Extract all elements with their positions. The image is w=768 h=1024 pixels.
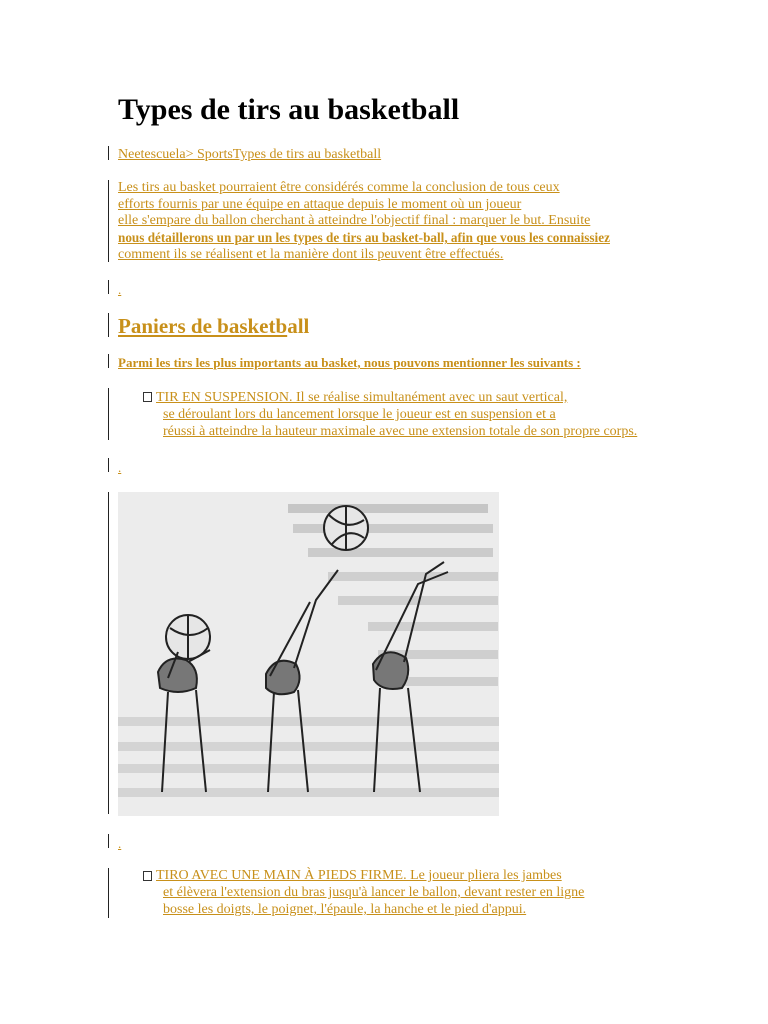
section-heading[interactable]: Paniers de basketball [118,314,310,338]
page-title: Types de tirs au basketball [118,93,460,126]
left-rule [108,313,109,337]
left-rule [108,354,109,368]
intro-line[interactable]: comment ils se réalisent et la manière dont ils peuvent être effectués. [118,247,504,262]
list-item-line[interactable]: TIR EN SUSPENSION. Il se réalise simultanément avec un saut vertical, [156,390,568,405]
breadcrumb-link[interactable]: Neetescuela> SportsTypes de tirs au basketball [118,147,382,162]
spacer-link[interactable]: . [118,282,122,297]
list-item-line[interactable]: TIRO AVEC UNE MAIN À PIEDS FIRME. Le joueur pliera les jambes [156,868,562,883]
left-rule [108,834,109,848]
left-rule [108,146,109,160]
spacer-link[interactable]: . [118,460,122,475]
intro-line[interactable]: elle s'empare du ballon cherchant à atteindre l'objectif final : marquer le but. Ensuite [118,213,591,228]
intro-line[interactable]: Les tirs au basket pourraient être considérés comme la conclusion de tous ceux [118,180,560,195]
left-rule [108,280,109,294]
list-item-line[interactable]: se déroulant lors du lancement lorsque le joueur est en suspension et a [163,407,556,422]
bullet-icon [143,392,152,402]
jump-shot-illustration [118,492,499,816]
list-item-line[interactable]: et élèvera l'extension du bras jusqu'à lancer le ballon, devant rester en ligne [163,885,585,900]
left-rule [108,388,109,440]
left-rule [108,458,109,472]
left-rule [108,492,109,814]
intro-line[interactable]: efforts fournis par une équipe en attaque depuis le moment où un joueur [118,197,522,212]
intro-line-bold[interactable]: nous détaillerons un par un les types de tirs au basket-ball, afin que vous les connaissiez [118,230,610,245]
list-item-line[interactable]: bosse les doigts, le poignet, l'épaule, la hanche et le pied d'appui. [163,902,527,917]
left-rule [108,180,109,262]
left-rule [108,868,109,918]
bullet-icon [143,871,152,881]
list-item-line[interactable]: réussi à atteindre la hauteur maximale avec une extension totale de son propre corps. [163,424,638,439]
section-lead[interactable]: Parmi les tirs les plus importants au basket, nous pouvons mentionner les suivants : [118,355,581,370]
spacer-link[interactable]: . [118,836,122,851]
